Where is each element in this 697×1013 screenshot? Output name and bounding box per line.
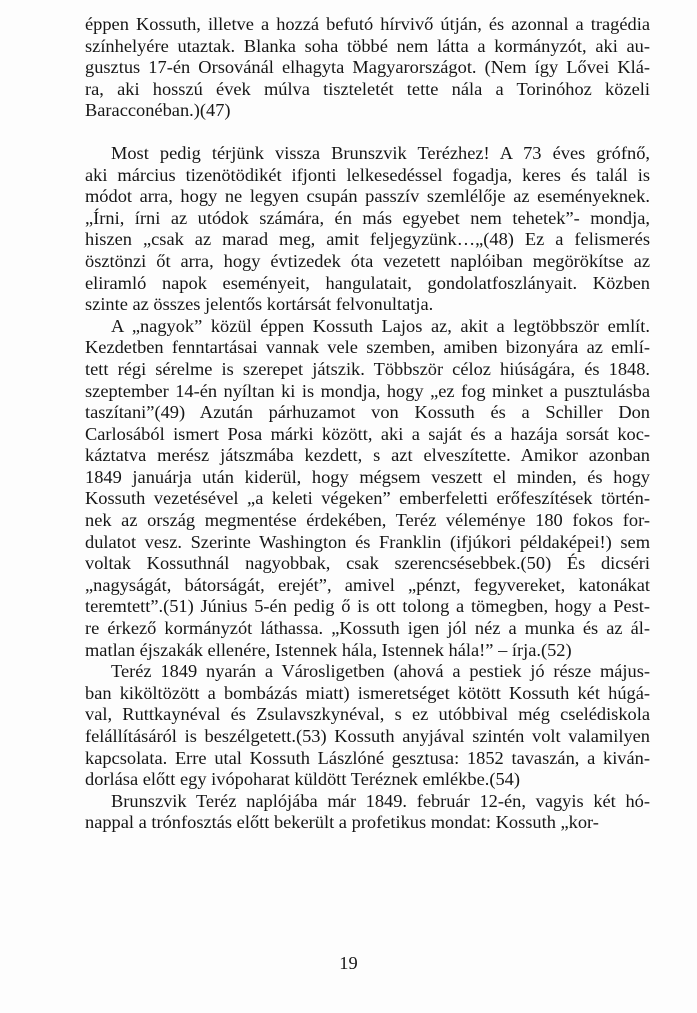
text-line: káztatva merész játszmába kezdett, s azt elveszítette. Amikor azonban [85,445,650,466]
text-line: dulatot vesz. Szerinte Washington és Franklin (ifjúkori példaképei!) sem [85,531,650,552]
text-line: szeptember 14-én nyíltan ki is mondja, hogy „ez fog minket a pusztulásba [85,380,650,401]
text-line: 1849 januárja után kiderül, hogy mégsem veszett el minden, és hogy [85,466,650,487]
text-line: A „nagyok” közül éppen Kossuth Lajos az, akit a legtöbbször említ. [111,315,650,336]
text-line: aki március tizenötödikét ifjonti lelkesedéssel fogadja, keres és talál is [85,164,650,185]
text-line: Baracconéban.)(47) [85,100,231,121]
text-line: taszítani”(49) Azután párhuzamot von Kossuth és a Schiller Don [85,402,650,423]
text-line: „Írni, írni az utódok számára, én más egyebet nem tehetek”- mondja, [85,207,650,228]
text-line: Kossuth vezetésével „a keleti végeken” emberfeletti erőfeszítések történ- [85,488,650,509]
text-line: voltak Kossuthnál nagyobbak, csak szerencsésebbek.(50) És dicséri [85,553,650,574]
text-line: Kezdetben fenntartásai vannak vele szemben, amiben bizonyára az emlí- [85,337,650,358]
text-line: ban kiköltözött a bombázás miatt) ismeretséget kötött Kossuth két húgá- [85,682,650,703]
text-line: felállításáról is beszélgetett.(53) Kossuth anyjával szintén volt valamilyen [85,726,650,746]
page-number: 19 [339,953,358,973]
paragraph [85,143,650,316]
text-line: kapcsolata. Erre utal Kossuth Lászlóné gesztusa: 1852 tavaszán, a kiván- [85,747,650,768]
text-line: tett régi sérelme is szerepet játszik. Többször céloz hiúságára, és 1848. [85,358,650,379]
text-line: ra, aki hosszú évek múlva tiszteletét tette nála a Torinóhoz közeli [85,78,650,99]
text-line: szinte az összes jelentős kortársát felvonultatja. [85,294,434,315]
text-line: re érkező kormányzót láthassa. „Kossuth igen jól néz a munka és az ál- [85,618,650,639]
text-line: Brunszvik Teréz naplójába már 1849. február 12-én, vagyis két hó- [111,790,650,811]
text-line: módot arra, hogy ne legyen csupán passzív szemlélője az eseményeknek. [85,186,650,207]
text-line: színhelyére utaztak. Blanka soha többé nem látta a kormányzót, aki au- [85,35,650,56]
paragraph [85,661,650,791]
text-line: gusztus 17-én Orsovánál elhagyta Magyarországot. (Nem így Lővei Klá- [85,57,650,78]
text-line: ösztönzi őt arra, hogy évtizedek óta vezetett naplóiban megörökítse az [85,250,650,271]
text-line: hiszen „csak az marad meg, amit feljegyzünk…„(48) Ez a felismerés [85,229,650,250]
paragraph [85,316,650,662]
text-line: Most pedig térjünk vissza Brunszvik Terézhez! A 73 éves grófnő, [111,142,650,163]
text-line: nek az ország megmentése érdekében, Teréz véleménye 180 fokos for- [85,510,650,531]
body-text [85,14,650,834]
text-line: val, Ruttkaynéval és Zsulavszkynéval, s ez utóbbival még cselédiskola [85,704,650,725]
text-line: nappal a trónfosztás előtt bekerült a profetikus mondat: Kossuth „kor- [85,812,599,833]
text-line: Teréz 1849 nyarán a Városligetben (ahová a pestiek jó része május- [111,661,650,682]
paragraph [85,14,650,122]
text-line: dorlása előtt egy ivópoharat küldött Teréznek emlékbe.(54) [85,769,520,790]
paragraph [85,791,650,834]
text-line: éppen Kossuth, illetve a hozzá befutó hírvivő útján, és azonnal a tragédia [85,14,650,34]
text-line: Carlosából ismert Posa márki között, aki a saját és a hazája sorsát koc- [85,423,650,444]
text-line: teremtett”.(51) Június 5-én pedig ő is ott tolong a tömegben, hogy a Pest- [85,596,650,617]
text-line: eliramló napok eseményeit, hangulatait, gondolatfoszlányait. Közben [85,272,650,293]
text-line: matlan éjszakák ellenére, Istennek hála, Istennek hála!” – írja.(52) [85,639,572,660]
text-line: „nagyságát, bátorságát, erejét”, amivel „pénzt, fegyvereket, katonákat [85,574,650,595]
